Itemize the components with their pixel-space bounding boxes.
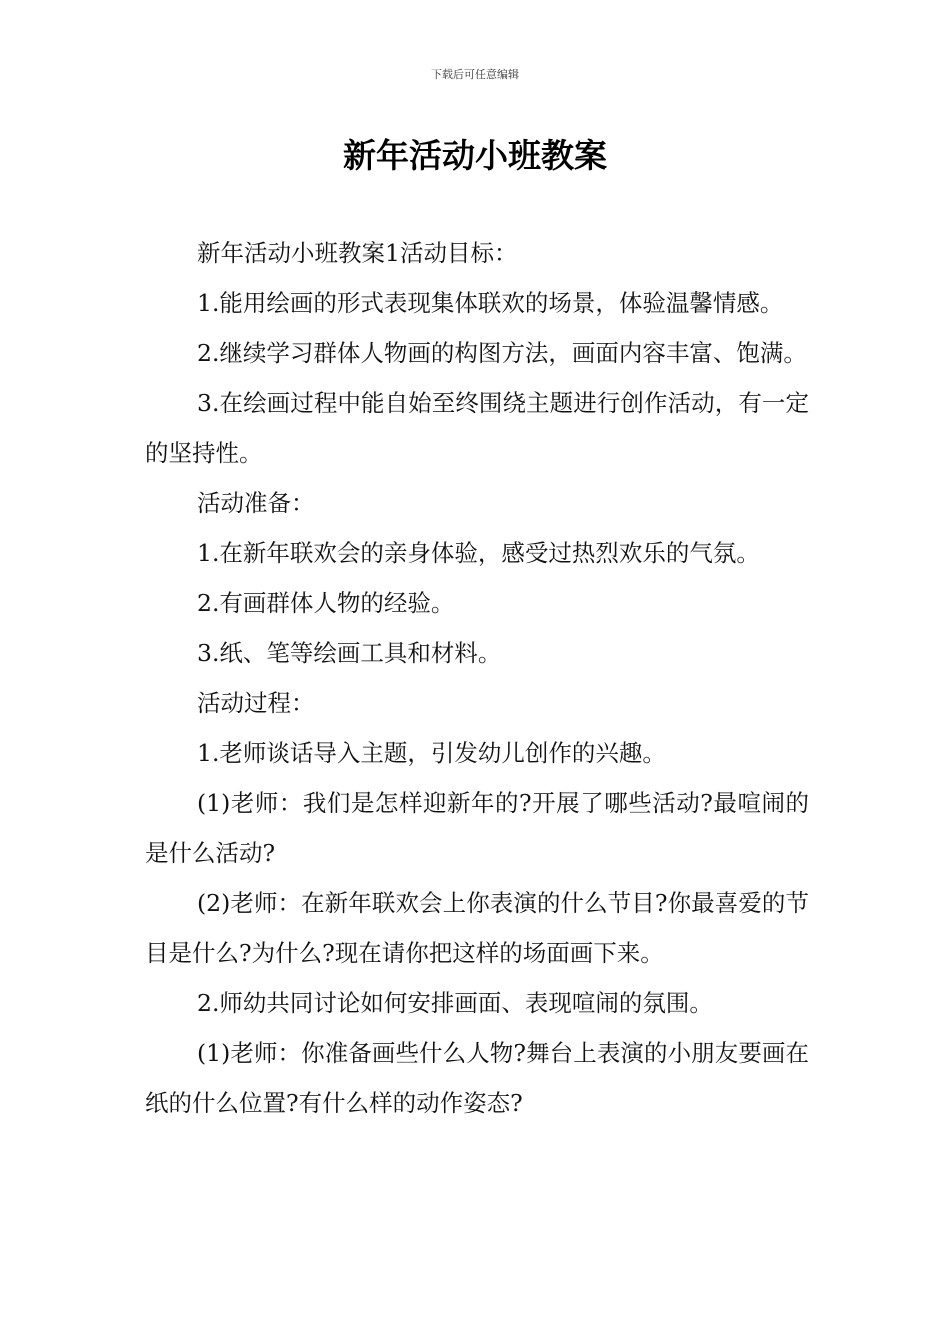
- section-heading: 活动过程：: [197, 689, 315, 717]
- paragraph: (1)老师：你准备画些什么人物?舞台上表演的小朋友要画在纸的什么位置?有什么样的动作姿态?: [145, 1039, 809, 1117]
- paragraph: 3.在绘画过程中能自始至终围绕主题进行创作活动，有一定的坚持性。: [145, 389, 809, 467]
- paragraph: 3.纸、笔等绘画工具和材料。: [197, 639, 502, 667]
- paragraph: 1.老师谈话导入主题，引发幼儿创作的兴趣。: [197, 739, 666, 767]
- header-note: 下载后可任意编辑: [431, 68, 519, 81]
- paragraph: 2.有画群体人物的经验。: [197, 589, 455, 617]
- document-body: [145, 228, 809, 1128]
- paragraph: 1.能用绘画的形式表现集体联欢的场景，体验温馨情感。: [197, 289, 784, 317]
- paragraph: 2.师幼共同讨论如何安排画面、表现喧闹的氛围。: [197, 989, 713, 1017]
- section-heading: 活动准备：: [197, 489, 315, 517]
- document-title: 新年活动小班教案: [343, 136, 607, 175]
- paragraph: 2.继续学习群体人物画的构图方法，画面内容丰富、饱满。: [197, 339, 807, 367]
- paragraph: (1)老师：我们是怎样迎新年的?开展了哪些活动?最喧闹的是什么活动?: [145, 789, 809, 867]
- paragraph: 1.在新年联欢会的亲身体验，感受过热烈欢乐的气氛。: [197, 539, 760, 567]
- paragraph: (2)老师：在新年联欢会上你表演的什么节目?你最喜爱的节目是什么?为什么?现在请你把这样的场面画下来。: [145, 889, 809, 967]
- paragraph: 新年活动小班教案1活动目标：: [197, 239, 518, 267]
